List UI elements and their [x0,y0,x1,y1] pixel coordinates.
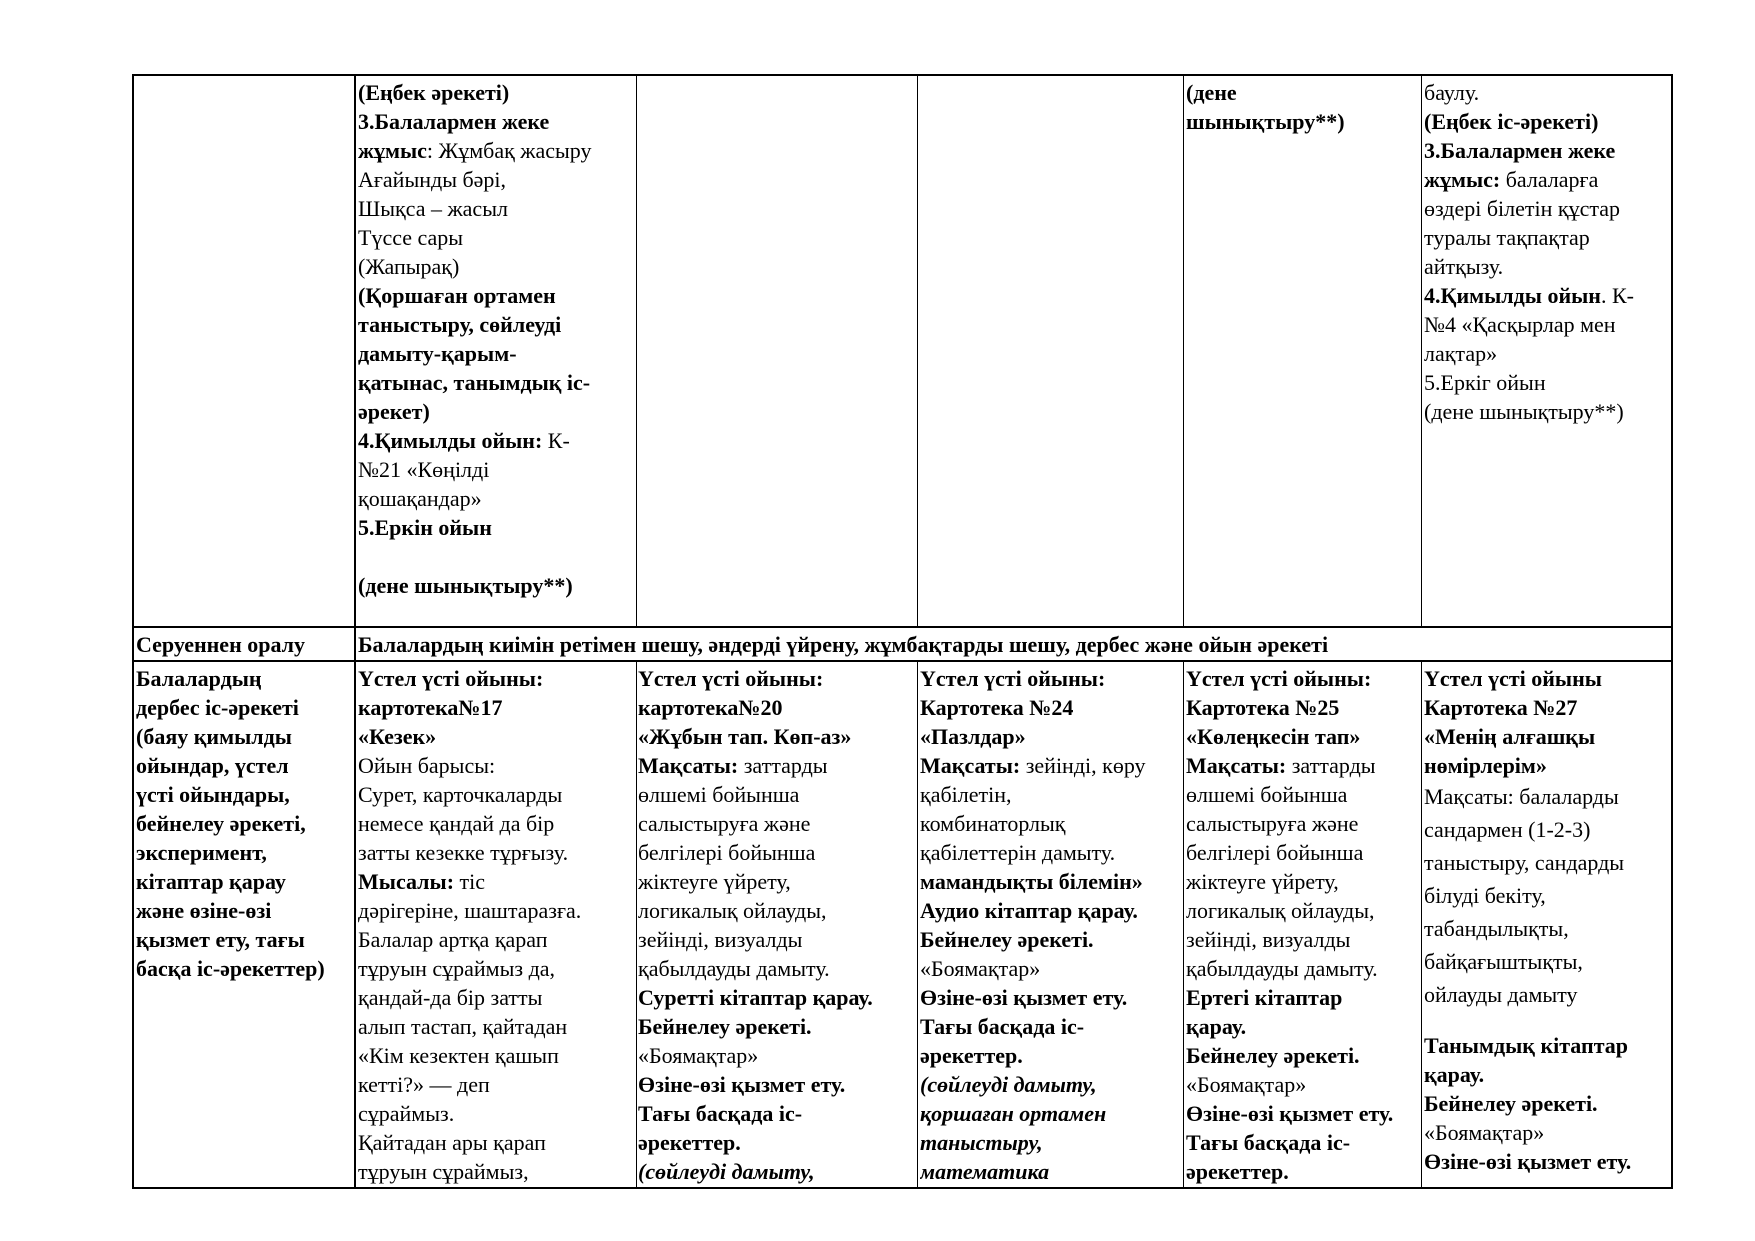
text-line: қарау. [1186,1014,1247,1039]
text-line [1424,165,1669,194]
text-line: затты кезекке тұрғызу. [358,840,569,865]
text-line: қабілеттерін дамыту. [920,840,1116,865]
text-line: әрекет) [358,399,430,424]
text-line: (дене шынықтыру**) [1424,399,1624,424]
text-line: Картотека №25 [1186,695,1340,720]
text-line: ойлауды дамыту [1424,982,1578,1007]
text-line: Өзіне-өзі қызмет ету. [1186,1101,1394,1126]
col-divider-4a [1183,74,1184,627]
text-line: Қайтадан ары қарап [358,1130,546,1155]
text-line: қызмет ету, тағы [136,927,305,952]
text-line: №4 «Қасқырлар мен [1424,312,1616,337]
text-line: нөмірлерім» [1424,753,1547,778]
text-line: басқа іс-әрекеттер) [136,956,325,981]
text-line: логикалық ойлауды, [1186,898,1375,923]
text-run: жұмыс [358,138,427,163]
text-line: Бейнелеу әрекеті. [1424,1091,1598,1116]
text-run: Мақсаты: [638,753,739,778]
row1-col5-cell [1186,78,1419,624]
text-run: балаларға [1500,167,1599,192]
row3-col4-cell [920,664,1181,1185]
text-line: «Боямақтар» [1424,1120,1545,1145]
text-line: Үстел үсті ойыны: [638,666,824,691]
text-line: алып тастап, қайтадан [358,1014,568,1039]
col-divider-5a [1421,74,1422,627]
text-line [1186,751,1419,780]
text-line: белгілері бойынша [1186,840,1364,865]
text-line: Үстел үсті ойыны: [920,666,1106,691]
text-line: қабылдауды дамыту. [1186,956,1378,981]
text-line: дәрігеріне, шаштаразға. [358,898,582,923]
text-line [920,751,1181,780]
text-line: Тағы басқада іс- [920,1014,1085,1039]
text-line: картотека№17 [358,695,503,720]
row3-col2-cell [358,664,634,1185]
text-line: Өзіне-өзі қызмет ету. [638,1072,846,1097]
text-line: таныстыру, сандарды [1424,850,1625,875]
text-line [358,426,634,455]
text-run: 4.Қимылды ойын [1424,283,1601,308]
text-line: математика [920,1159,1050,1184]
row1-col2-cell [358,78,634,624]
text-line: сандармен (1-2-3) [1424,817,1591,842]
text-line: «Жұбын тап. Көп-аз» [638,724,852,749]
text-line: лақтар» [1424,341,1498,366]
text-run: заттарды [738,753,828,778]
col-divider-5b [1421,660,1422,1189]
text-line [358,867,634,896]
text-line: таныстыру, [920,1130,1043,1155]
text-line [358,542,634,571]
text-line: эксперимент, [136,840,267,865]
text-line: (сөйлеуді дамыту, [638,1159,815,1184]
row-divider-1 [132,626,1673,628]
table-border-right [1671,74,1673,1189]
text-line: қабілетін, [920,782,1012,807]
text-line: қошақандар» [358,486,482,511]
row3-col6-title [1424,664,1669,780]
text-line: «Боямақтар» [920,956,1041,981]
text-line: дербес іс-әрекеті [136,695,299,720]
text-line: жіктеуге үйрету, [638,869,791,894]
text-line: өздері білетін құстар [1424,196,1621,221]
row3-col5-cell [1186,664,1419,1185]
text-line: баулу. [1424,80,1480,105]
text-line: табандылықты, [1424,916,1569,941]
col-divider-3a [917,74,918,627]
text-line: немесе қандай да бір [358,811,555,836]
text-line: «Менің алғашқы [1424,724,1596,749]
text-line: дамыту-қарым- [358,341,517,366]
text-line: әрекеттер. [1186,1159,1289,1184]
text-line: Суретті кітаптар қарау. [638,985,873,1010]
text-line: және өзіне-өзі [136,898,272,923]
text-line: өлшемі бойынша [1186,782,1348,807]
text-run: 4.Қимылды ойын: [358,428,543,453]
text-line: қатынас, танымдық іс- [358,370,591,395]
text-line: Өзіне-өзі қызмет ету. [920,985,1128,1010]
text-line: Үстел үсті ойыны [1424,666,1602,691]
text-line: 5.Еркіг ойын [1424,370,1546,395]
text-line: қабылдауды дамыту. [638,956,830,981]
text-run: . К- [1600,283,1634,308]
text-line: «Боямақтар» [638,1043,759,1068]
text-line: «Пазлдар» [920,724,1026,749]
text-line: сұраймыз. [358,1101,455,1126]
col-divider-4b [1183,660,1184,1189]
text-line: Үстел үсті ойыны: [1186,666,1372,691]
text-run: К- [542,428,570,453]
table-border-bottom [132,1187,1673,1189]
text-line: туралы тақпақтар [1424,225,1590,250]
text-line: қандай-да бір затты [358,985,543,1010]
text-line: картотека№20 [638,695,783,720]
text-line: зейінді, визуалды [638,927,803,952]
row2-label: Серуеннен оралу [136,632,306,657]
text-run: зейінді, көру [1020,753,1146,778]
text-line: салыстыруға және [638,811,811,836]
text-line: (сөйлеуді дамыту, [920,1072,1097,1097]
text-line: Бейнелеу әрекеті. [1186,1043,1360,1068]
text-line: салыстыруға және [1186,811,1359,836]
text-line: білуді бекіту, [1424,883,1546,908]
text-line: (Еңбек әрекеті) [358,80,510,105]
col-divider-2b [636,660,637,1189]
text-line: Шықса – жасыл [358,196,508,221]
text-line: «Кім кезектен қашып [358,1043,559,1068]
text-line: 3.Балалармен жеке [1424,138,1616,163]
text-line: «Кезек» [358,724,437,749]
row1-col6-cell [1424,78,1669,624]
text-line: №21 «Көңілді [358,457,490,482]
text-line: жіктеуге үйрету, [1186,869,1339,894]
text-line: тұруын сұраймыз да, [358,956,556,981]
text-line: (Еңбек іс-әрекеті) [1424,109,1599,134]
text-line: ойындар, үстел [136,753,289,778]
text-line: Балалардың [136,666,262,691]
text-line: «Көлеңкесін тап» [1186,724,1361,749]
text-line: тұруын сұраймыз, [358,1159,529,1184]
row3-col6-cell [1424,664,1669,1185]
text-run: заттарды [1286,753,1376,778]
text-line: мамандықты білемін» [920,869,1143,894]
text-line: Картотека №27 [1424,695,1578,720]
row3-col6-activities [1424,1031,1669,1176]
text-run: Мысалы: [358,869,455,894]
text-line: (Қоршаған ортамен [358,283,556,308]
table-border-top [132,74,1673,76]
text-line: қоршаған ортамен [920,1101,1107,1126]
text-line: кетті?» — деп [358,1072,490,1097]
text-run: Мақсаты: [920,753,1021,778]
text-line: Үстел үсті ойыны: [358,666,544,691]
text-line: өлшемі бойынша [638,782,800,807]
col-divider-2a [636,74,637,627]
text-line: Бейнелеу әрекеті. [638,1014,812,1039]
text-line: белгілері бойынша [638,840,816,865]
text-line: Түссе сары [358,225,464,250]
text-line: таныстыру, сөйлеуді [358,312,562,337]
table-border-left [132,74,134,1189]
text-line: (дене шынықтыру**) [358,573,573,598]
text-line: Ағайынды бәрі, [358,167,507,192]
row2-content: Балалардың киімін ретімен шешу, әндерді үйрену, жұмбақтарды шешу, дербес және ойын әрекеті [358,632,1329,657]
row-divider-2 [132,660,1673,662]
col-divider-3b [917,660,918,1189]
text-run: : Жұмбақ жасыру [426,138,592,163]
text-line: қарау. [1424,1062,1485,1087]
text-line: үсті ойындары, [136,782,290,807]
text-line: Мақсаты: балаларды [1424,784,1619,809]
text-line: 5.Еркін ойын [358,515,492,540]
text-line: Тағы басқада іс- [1186,1130,1351,1155]
text-line: Аудио кітаптар қарау. [920,898,1138,923]
text-line [638,751,915,780]
text-line: байқағыштықты, [1424,949,1583,974]
text-run: жұмыс: [1424,167,1501,192]
text-line: Танымдық кітаптар [1424,1033,1629,1058]
text-line: шынықтыру**) [1186,109,1345,134]
text-line: зейінді, визуалды [1186,927,1351,952]
text-run: Мақсаты: [1186,753,1287,778]
text-line: әрекеттер. [920,1043,1023,1068]
text-line: Ертегі кітаптар [1186,985,1343,1010]
text-line: бейнелеу әрекеті, [136,811,306,836]
text-line [1424,281,1669,310]
text-line: әрекеттер. [638,1130,741,1155]
text-line [358,136,634,165]
text-line: Ойын барысы: [358,753,496,778]
text-line: Балалар артқа қарап [358,927,548,952]
text-line: Бейнелеу әрекеті. [920,927,1094,952]
text-line: кітаптар қарау [136,869,286,894]
text-line: Өзіне-өзі қызмет ету. [1424,1149,1632,1174]
text-line: 3.Балалармен жеке [358,109,550,134]
text-line: логикалық ойлауды, [638,898,827,923]
text-line: (дене [1186,80,1237,105]
text-line: Сурет, карточкаларды [358,782,563,807]
text-line: айтқызу. [1424,254,1504,279]
row3-col6-goal [1424,780,1669,1011]
text-line: комбинаторлық [920,811,1066,836]
text-run: тіс [454,869,486,894]
text-line: (баяу қимылды [136,724,292,749]
text-line: «Боямақтар» [1186,1072,1307,1097]
row3-col3-cell [638,664,915,1185]
text-line: Картотека №24 [920,695,1074,720]
row3-col1-cell [136,664,352,1185]
text-line: (Жапырақ) [358,254,460,279]
col-divider-1 [354,74,356,1189]
text-line: Тағы басқада іс- [638,1101,803,1126]
